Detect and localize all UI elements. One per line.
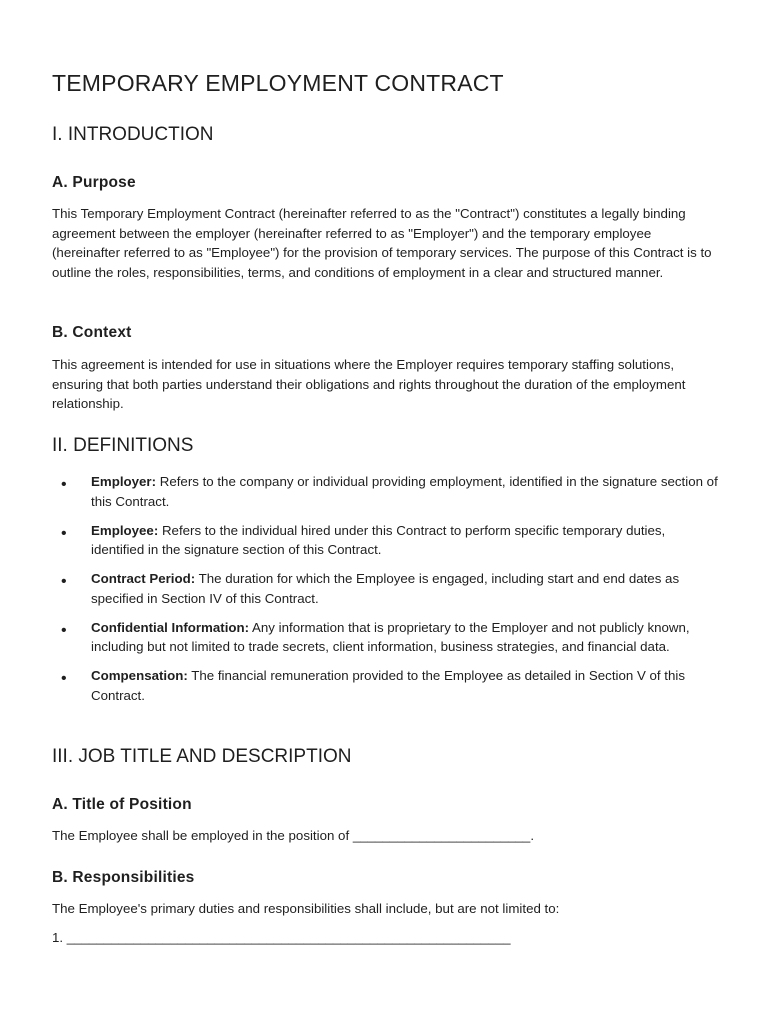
definitions-list <box>52 472 720 715</box>
definition-text: Refers to the company or individual providing employment, identified in the signature section of this Contract. <box>91 474 718 509</box>
definition-text: The duration for which the Employee is engaged, including start and end dates as specified in Section IV of this Contract. <box>91 571 680 606</box>
subsection-heading-purpose: A. Purpose <box>52 174 136 191</box>
definition-item-employee <box>52 521 720 560</box>
section-heading-job-title: III. JOB TITLE AND DESCRIPTION <box>52 746 352 767</box>
responsibilities-intro-text: The Employee's primary duties and responsibilities shall include, but are not limited to: <box>52 901 560 916</box>
subsection-heading-title-of-position: A. Title of Position <box>52 796 192 813</box>
definition-text: The financial remuneration provided to the Employee as detailed in Section V of this Contract. <box>91 668 685 703</box>
subsection-heading-responsibilities: B. Responsibilities <box>52 869 195 886</box>
purpose-paragraph: This Temporary Employment Contract (hereinafter referred to as the "Contract") constitutes a legally binding agreement between the employer (hereinafter referred to as "Employer") and the temporary employee (hereinafter referred to as "Employee") for the provision of temporary services. The purpose of this Contract is to outline the roles, responsibilities, terms, and conditions of employment in a clear and structured manner. <box>52 206 712 280</box>
bullet-icon: • <box>61 476 67 493</box>
definition-term: Employer: <box>91 474 157 489</box>
bullet-icon: • <box>61 621 67 639</box>
bullet-icon: • <box>61 573 67 590</box>
definition-item-confidential-information <box>52 618 720 657</box>
title-of-position-text: The Employee shall be employed in the position of ________________________. <box>52 828 535 843</box>
definition-item-compensation <box>52 666 720 705</box>
definition-term: Compensation: <box>91 668 188 683</box>
responsibility-item-1: 1. ____________________________________________________________ <box>52 930 511 945</box>
bullet-icon: • <box>61 524 67 542</box>
definition-text: Refers to the individual hired under this Contract to perform specific temporary duties, identified in the signature section of this Contract. <box>91 522 666 557</box>
definition-term: Confidential Information: <box>91 619 250 635</box>
definition-text: Any information that is proprietary to the Employer and not publicly known, including but not limited to trade secrets, client information, business strategies, and financial data. <box>91 619 690 654</box>
subsection-heading-context: B. Context <box>52 324 132 341</box>
definition-term: Employee: <box>91 522 159 538</box>
section-heading-introduction: I. INTRODUCTION <box>52 124 214 145</box>
bullet-icon: • <box>61 670 67 687</box>
definition-term: Contract Period: <box>91 571 196 586</box>
context-paragraph: This agreement is intended for use in situations where the Employer requires temporary staffing solutions, ensuring that both parties understand their obligations and rights throughout the duration of the employment relationship. <box>52 357 686 411</box>
definition-item-contract-period <box>52 569 720 608</box>
document-title: TEMPORARY EMPLOYMENT CONTRACT <box>52 70 504 96</box>
section-heading-definitions: II. DEFINITIONS <box>52 435 194 456</box>
definition-item-employer <box>52 472 720 511</box>
